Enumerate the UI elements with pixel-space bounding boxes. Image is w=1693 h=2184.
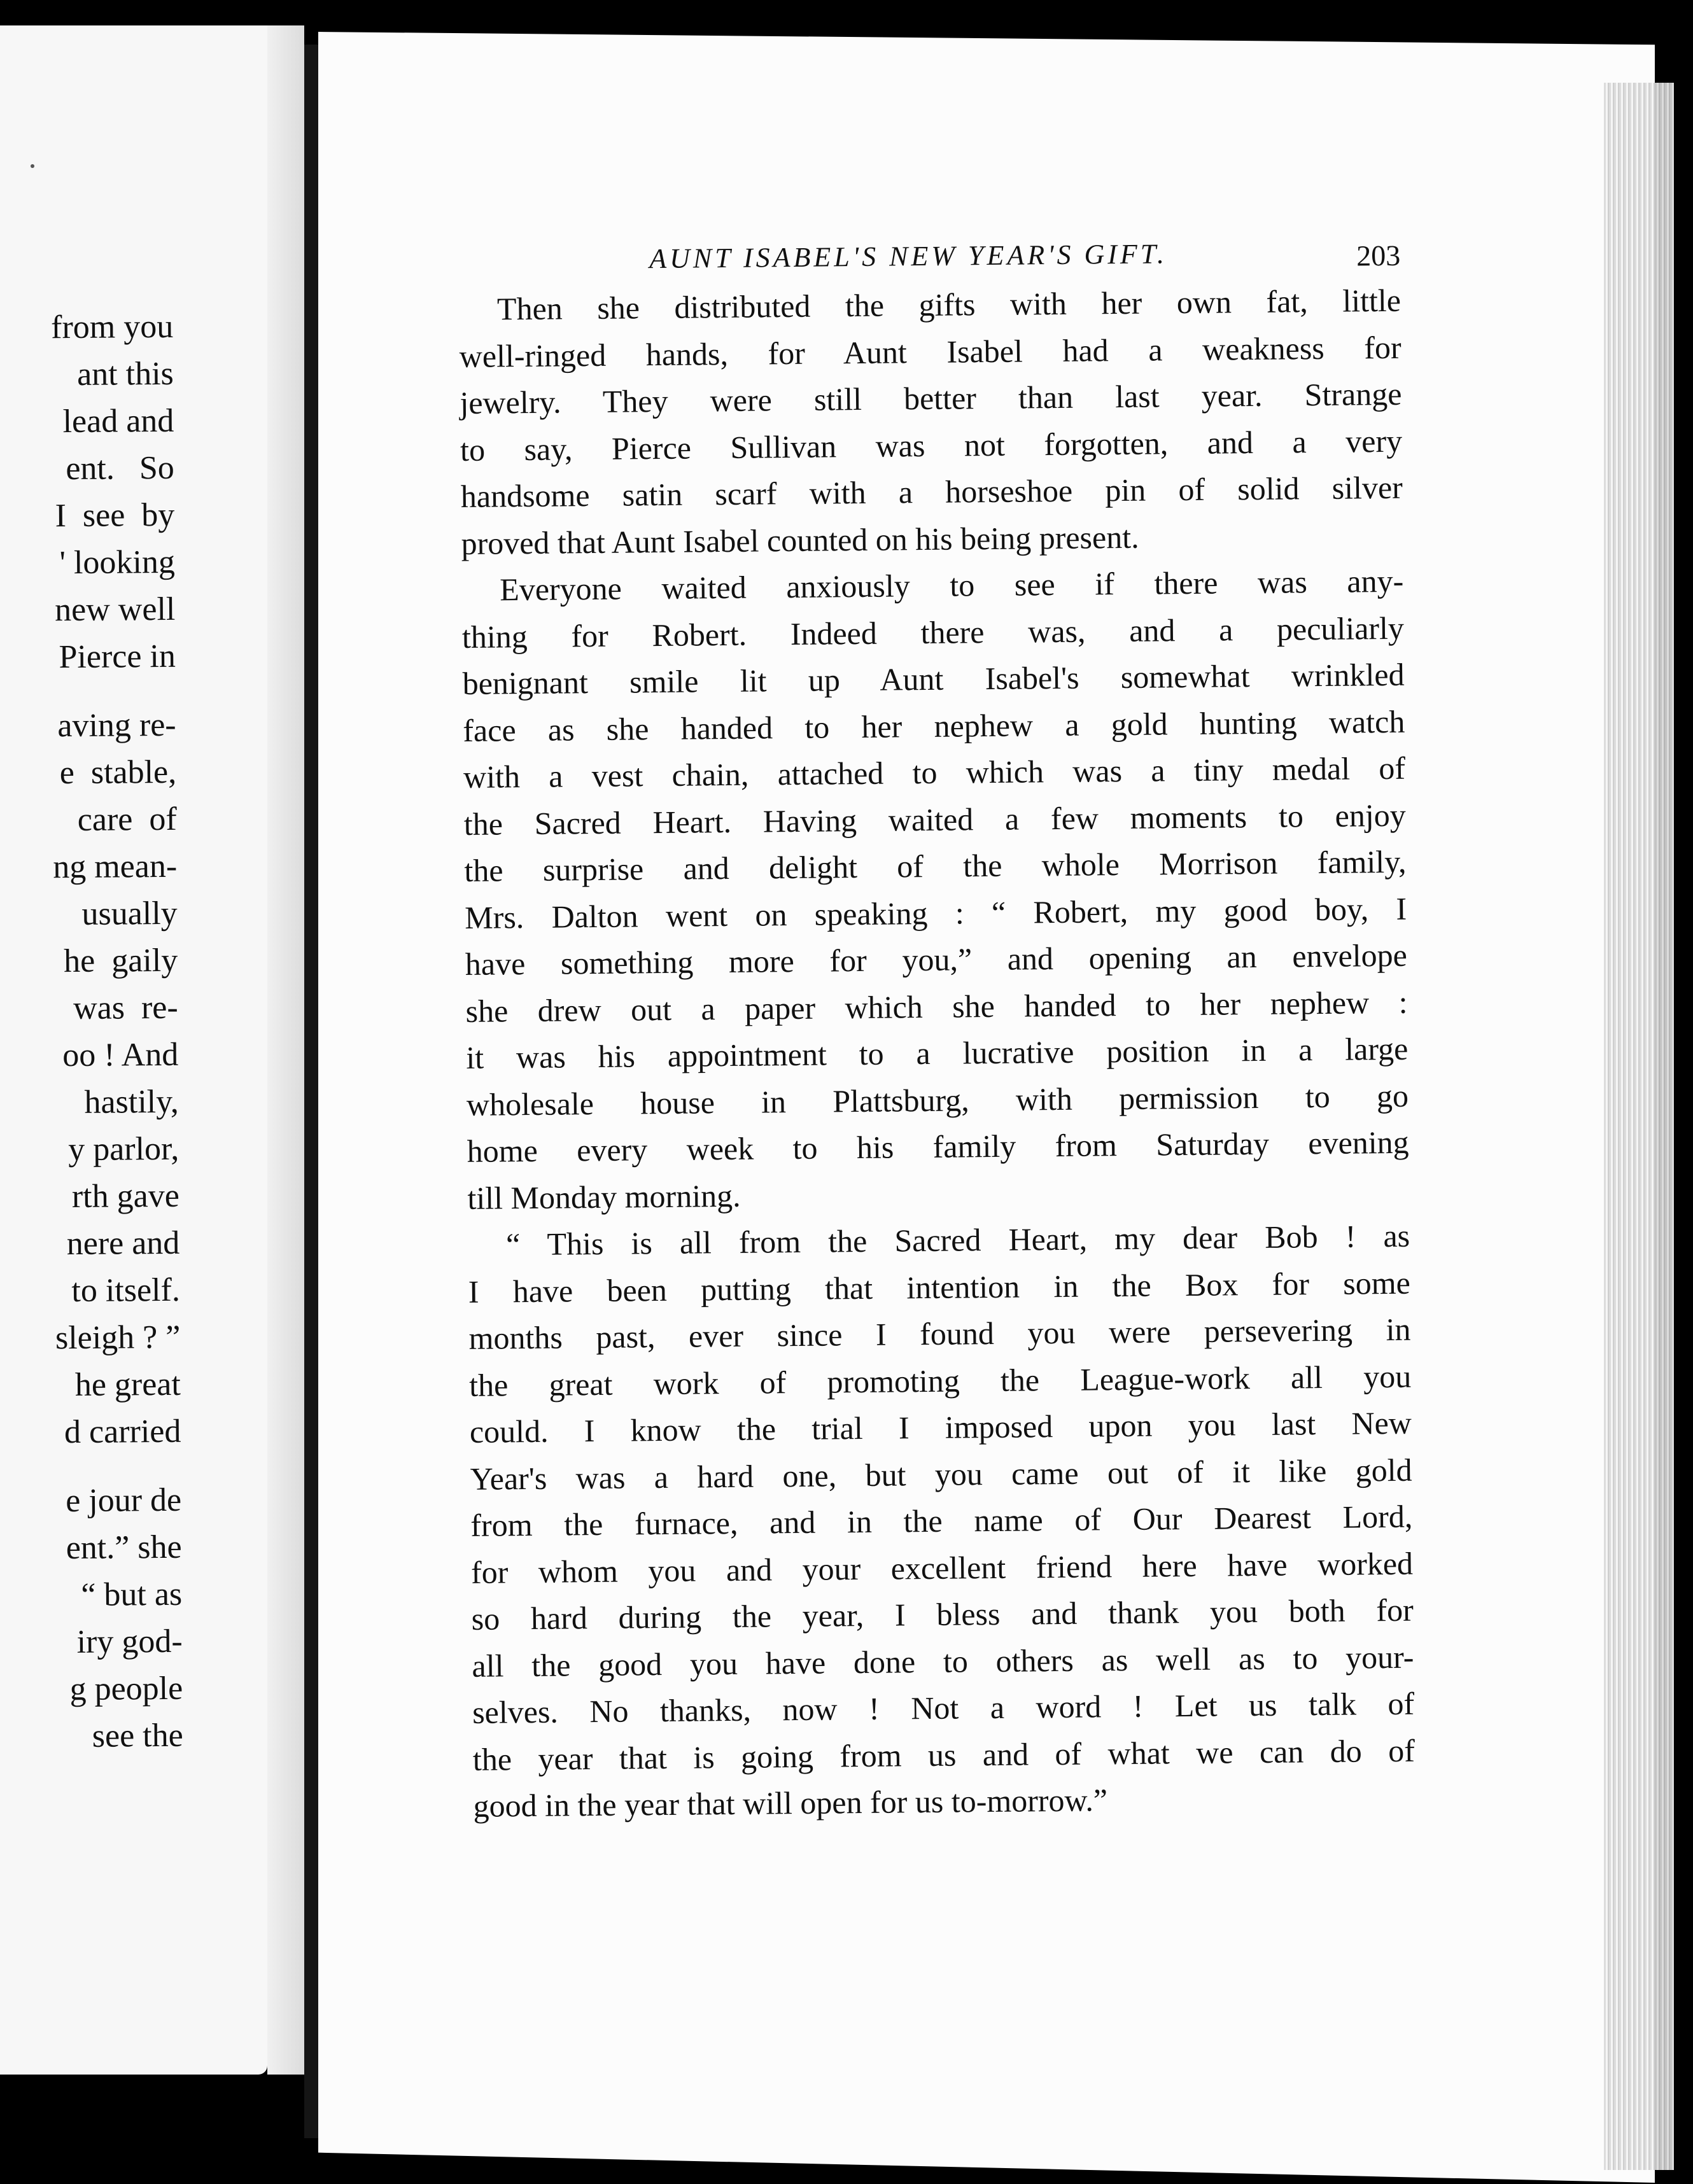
- text-line: the year that is going from us and of what we can do of: [472, 1732, 1416, 1777]
- left-text-line: hastily,: [84, 1083, 179, 1121]
- text-line: with a vest chain, attached to which was a tiny medal of: [463, 750, 1406, 795]
- left-text-line: Pierce in: [59, 638, 176, 676]
- text-line: wholesale house in Plattsburg, with permission to go: [466, 1077, 1409, 1123]
- text-line: Everyone waited anxiously to see if there was any-: [499, 563, 1404, 608]
- left-text-line: y parlor,: [68, 1130, 179, 1168]
- text-line: good in the year that will open for us to-morrow.”: [473, 1782, 1108, 1824]
- left-text-line: ent. So: [66, 449, 175, 487]
- page-edge: [1604, 83, 1674, 2170]
- paragraph: [459, 277, 1403, 567]
- speck: [31, 164, 34, 168]
- text-line: the great work of promoting the League-work all you: [468, 1358, 1412, 1403]
- text-line: all the good you have done to others as well as to your-: [472, 1639, 1414, 1684]
- left-text-line: e stable,: [59, 753, 177, 792]
- left-text-line: see the: [92, 1717, 183, 1754]
- text-line: so hard during the year, I bless and thank you both for: [471, 1592, 1414, 1637]
- text-line: Mrs. Dalton went on speaking : “ Robert, my good boy, I: [464, 890, 1407, 935]
- left-text-line: usually: [81, 895, 178, 932]
- left-page-text: [0, 304, 183, 1763]
- left-text-line: g people: [69, 1670, 183, 1708]
- text-line: I have been putting that intention in the Box for some: [468, 1264, 1411, 1310]
- left-text-line: he gaily: [63, 942, 178, 980]
- left-text-line: nere and: [66, 1224, 180, 1263]
- left-text-line: care of: [77, 801, 177, 838]
- text-line: well-ringed hands, for Aunt Isabel had a weakness for: [459, 329, 1401, 374]
- text-line: from the furnace, and in the name of Our Dearest Lord,: [470, 1498, 1413, 1543]
- text-line: home every week to his family from Saturday evening: [467, 1124, 1409, 1169]
- left-text-line: ng mean-: [53, 848, 178, 886]
- text-line: to say, Pierce Sullivan was not forgotten, and a very: [460, 423, 1403, 468]
- text-line: she drew out a paper which she handed to her nephew :: [465, 984, 1408, 1029]
- left-text-line: sleigh ? ”: [55, 1319, 181, 1357]
- left-text-line: e jour de: [65, 1481, 182, 1520]
- text-line: could. I know the trial I imposed upon you last New: [469, 1404, 1412, 1450]
- left-text-line: he great: [74, 1366, 181, 1404]
- page-header: [458, 233, 1401, 286]
- spine: [304, 45, 318, 2138]
- paragraph: [461, 558, 1410, 1222]
- text-line: handsome satin scarf with a horseshoe pin of solid silver: [460, 469, 1403, 514]
- left-text-line: ant this: [76, 355, 174, 393]
- left-text-line: was re-: [73, 989, 178, 1027]
- left-text-line: I see by: [55, 496, 175, 535]
- paragraph: [468, 1213, 1416, 1830]
- left-text-line: “ but as: [81, 1576, 183, 1613]
- text-line: the Sacred Heart. Having waited a few moments to enjoy: [463, 797, 1406, 842]
- left-text-line: ent.” she: [66, 1529, 182, 1567]
- left-gutter: [267, 25, 304, 2075]
- left-text-line: ' looking: [59, 543, 176, 582]
- left-text-line: iry god-: [76, 1623, 183, 1660]
- right-page-text: [458, 233, 1416, 1830]
- text-line: months past, ever since I found you were persevering in: [468, 1311, 1411, 1356]
- left-text-line: from you: [50, 308, 174, 346]
- left-text-line: aving re-: [57, 706, 176, 745]
- text-line: “ This is all from the Sacred Heart, my dear Bob ! as: [505, 1217, 1410, 1263]
- running-head: AUNT ISABEL'S NEW YEAR'S GIFT.: [649, 238, 1168, 275]
- text-line: Year's was a hard one, but you came out of it like gold: [470, 1452, 1412, 1497]
- left-text-line: oo ! And: [62, 1036, 179, 1074]
- left-page: [0, 25, 267, 2075]
- text-line: proved that Aunt Isabel counted on his being present.: [461, 519, 1139, 561]
- text-line: selves. No thanks, now ! Not a word ! Let us talk of: [472, 1685, 1415, 1730]
- text-line: Then she distributed the gifts with her own fat, little: [496, 282, 1401, 327]
- text-line: thing for Robert. Indeed there was, and a peculiarly: [461, 610, 1405, 655]
- left-text-line: lead and: [62, 402, 174, 440]
- text-line: it was his appointment to a lucrative position in a large: [466, 1030, 1408, 1075]
- text-line: face as she handed to her nephew a gold hunting watch: [463, 703, 1405, 748]
- text-line: jewelry. They were still better than last year. Strange: [460, 375, 1402, 421]
- left-text-line: d carried: [64, 1413, 181, 1451]
- text-line: for whom you and your excellent friend here have worked: [470, 1545, 1414, 1590]
- text-line: benignant smile lit up Aunt Isabel's somewhat wrinkled: [462, 656, 1405, 701]
- text-line: till Monday morning.: [467, 1177, 741, 1216]
- text-line: have something more for you,” and opening an envelope: [465, 937, 1408, 982]
- left-text-line: rth gave: [71, 1177, 179, 1215]
- body-text: [459, 277, 1416, 1830]
- left-text-line: to itself.: [71, 1271, 181, 1310]
- text-line: the surprise and delight of the whole Morrison family,: [464, 843, 1407, 888]
- page-number: 203: [1356, 239, 1401, 272]
- left-text-line: new well: [54, 591, 176, 629]
